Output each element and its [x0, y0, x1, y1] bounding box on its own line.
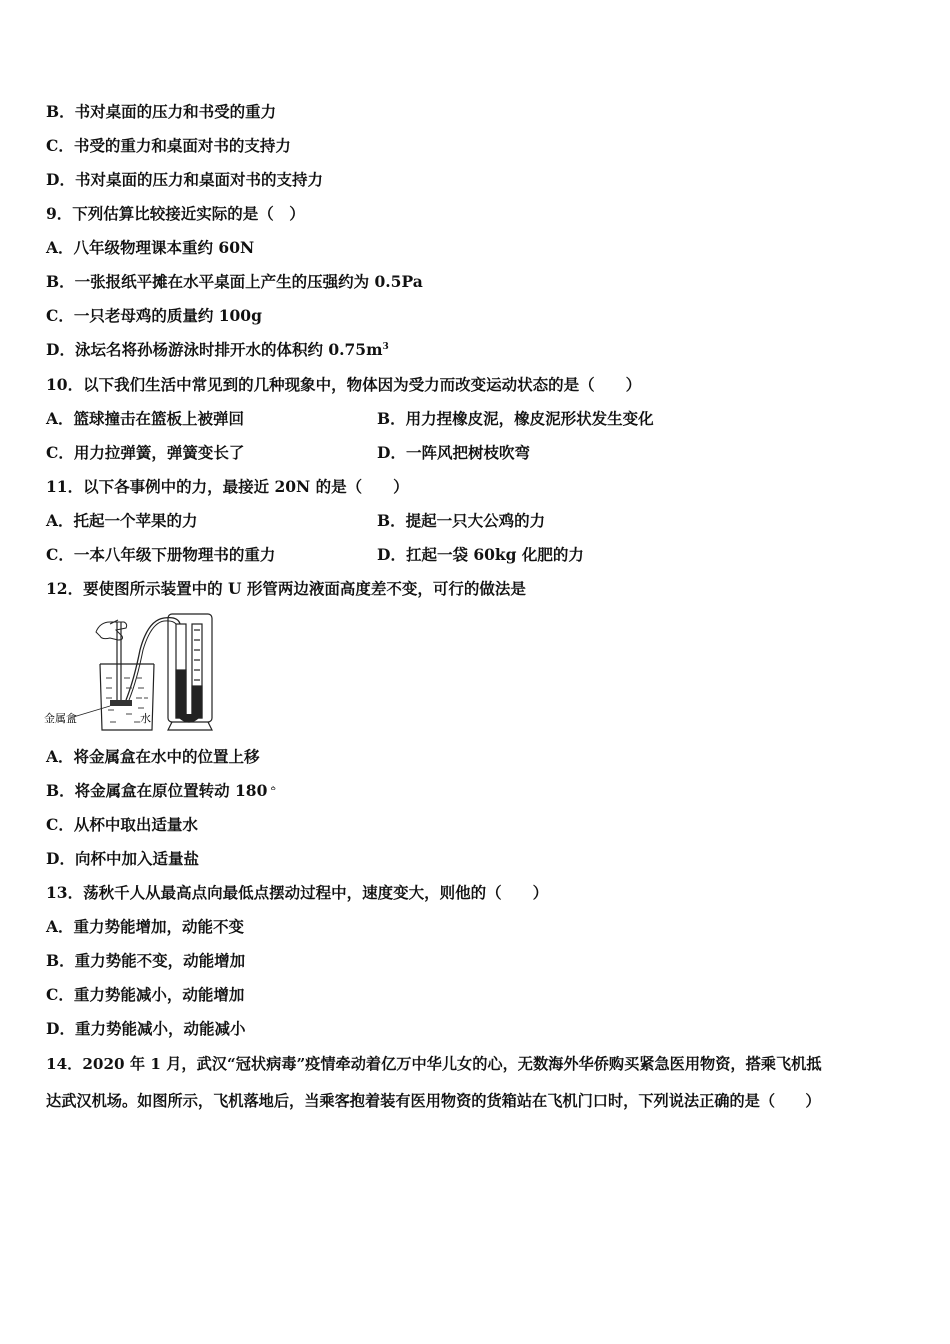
- q12-stem: 12．要使图所示装置中的 U 形管两边液面高度差不变，可行的做法是: [46, 579, 526, 598]
- figure-label-water: 水: [140, 712, 151, 725]
- q8-option-d: D．书对桌面的压力和桌面对书的支持力: [46, 170, 323, 189]
- q8-option-b: B．书对桌面的压力和书受的重力: [46, 102, 277, 121]
- q9-stem: 9．下列估算比较接近实际的是（ ）: [46, 204, 305, 223]
- q9-option-b: B．一张报纸平摊在水平桌面上产生的压强约为 0.5Pa: [46, 272, 423, 291]
- hand-icon: [96, 620, 127, 640]
- q14-stem-line1: 14．2020 年 1 月，武汉“冠状病毒”疫情牵动着亿万中华儿女的心，无数海外华侨购买紧急医用物资，搭乘飞机抵: [46, 1055, 822, 1073]
- q10-option-d: D．一阵风把树枝吹弯: [377, 443, 530, 462]
- q10-option-a: A．篮球撞击在篮板上被弹回: [46, 409, 245, 428]
- q13-stem: 13．荡秋千人从最高点向最低点摆动过程中，速度变大，则他的（ ）: [46, 883, 549, 902]
- q13-option-a: A．重力势能增加，动能不变: [46, 917, 245, 936]
- q12-option-b-glyph: ᅌ: [267, 785, 279, 799]
- q12-option-d: D．向杯中加入适量盐: [46, 849, 199, 868]
- probe-rod: [117, 622, 121, 702]
- q12-option-c: C．从杯中取出适量水: [46, 815, 198, 834]
- q13-option-c: C．重力势能减小，动能增加: [46, 985, 245, 1004]
- q13-option-b: B．重力势能不变，动能增加: [46, 951, 246, 970]
- q11-stem: 11．以下各事例中的力，最接近 20N 的是（ ）: [46, 477, 409, 496]
- q11-option-b: B．提起一只大公鸡的力: [377, 511, 546, 530]
- q9-option-d-text: D．泳坛名将孙杨游泳时排开水的体积约 0.75m: [46, 340, 383, 359]
- u-tube-manometer: [168, 614, 212, 730]
- q9-option-a: A．八年级物理课本重约 60N: [46, 238, 255, 257]
- metal-box-icon: [110, 700, 132, 706]
- q13-option-d: D．重力势能减小，动能减小: [46, 1019, 246, 1038]
- pressure-gauge-figure: [44, 610, 220, 732]
- q9-option-d-superscript: 3: [382, 341, 389, 352]
- q12-option-b-text: B．将金属盒在原位置转动 180: [46, 781, 268, 800]
- q11-option-a: A．托起一个苹果的力: [46, 511, 198, 530]
- q10-option-c: C．用力拉弹簧，弹簧变长了: [46, 443, 245, 462]
- q12-option-b: [46, 781, 279, 802]
- q10-option-b: B．用力捏橡皮泥，橡皮泥形状发生变化: [377, 409, 654, 428]
- q9-option-d: [46, 340, 389, 360]
- q10-stem: 10．以下我们生活中常见到的几种现象中，物体因为受力而改变运动状态的是（ ）: [46, 375, 642, 394]
- q11-option-c: C．一本八年级下册物理书的重力: [46, 545, 276, 564]
- q12-option-a: A．将金属盒在水中的位置上移: [46, 747, 260, 766]
- q14-stem-line2: 达武汉机场。如图所示，飞机落地后，当乘客抱着装有医用物资的货箱站在飞机门口时，下列说法正确的是（ ）: [46, 1092, 821, 1110]
- q8-option-c: C．书受的重力和桌面对书的支持力: [46, 136, 291, 155]
- q11-option-d: D．扛起一袋 60kg 化肥的力: [377, 545, 584, 564]
- q9-option-c: C．一只老母鸡的质量约 100g: [46, 306, 262, 325]
- figure-label-box: 金属盒: [44, 712, 77, 725]
